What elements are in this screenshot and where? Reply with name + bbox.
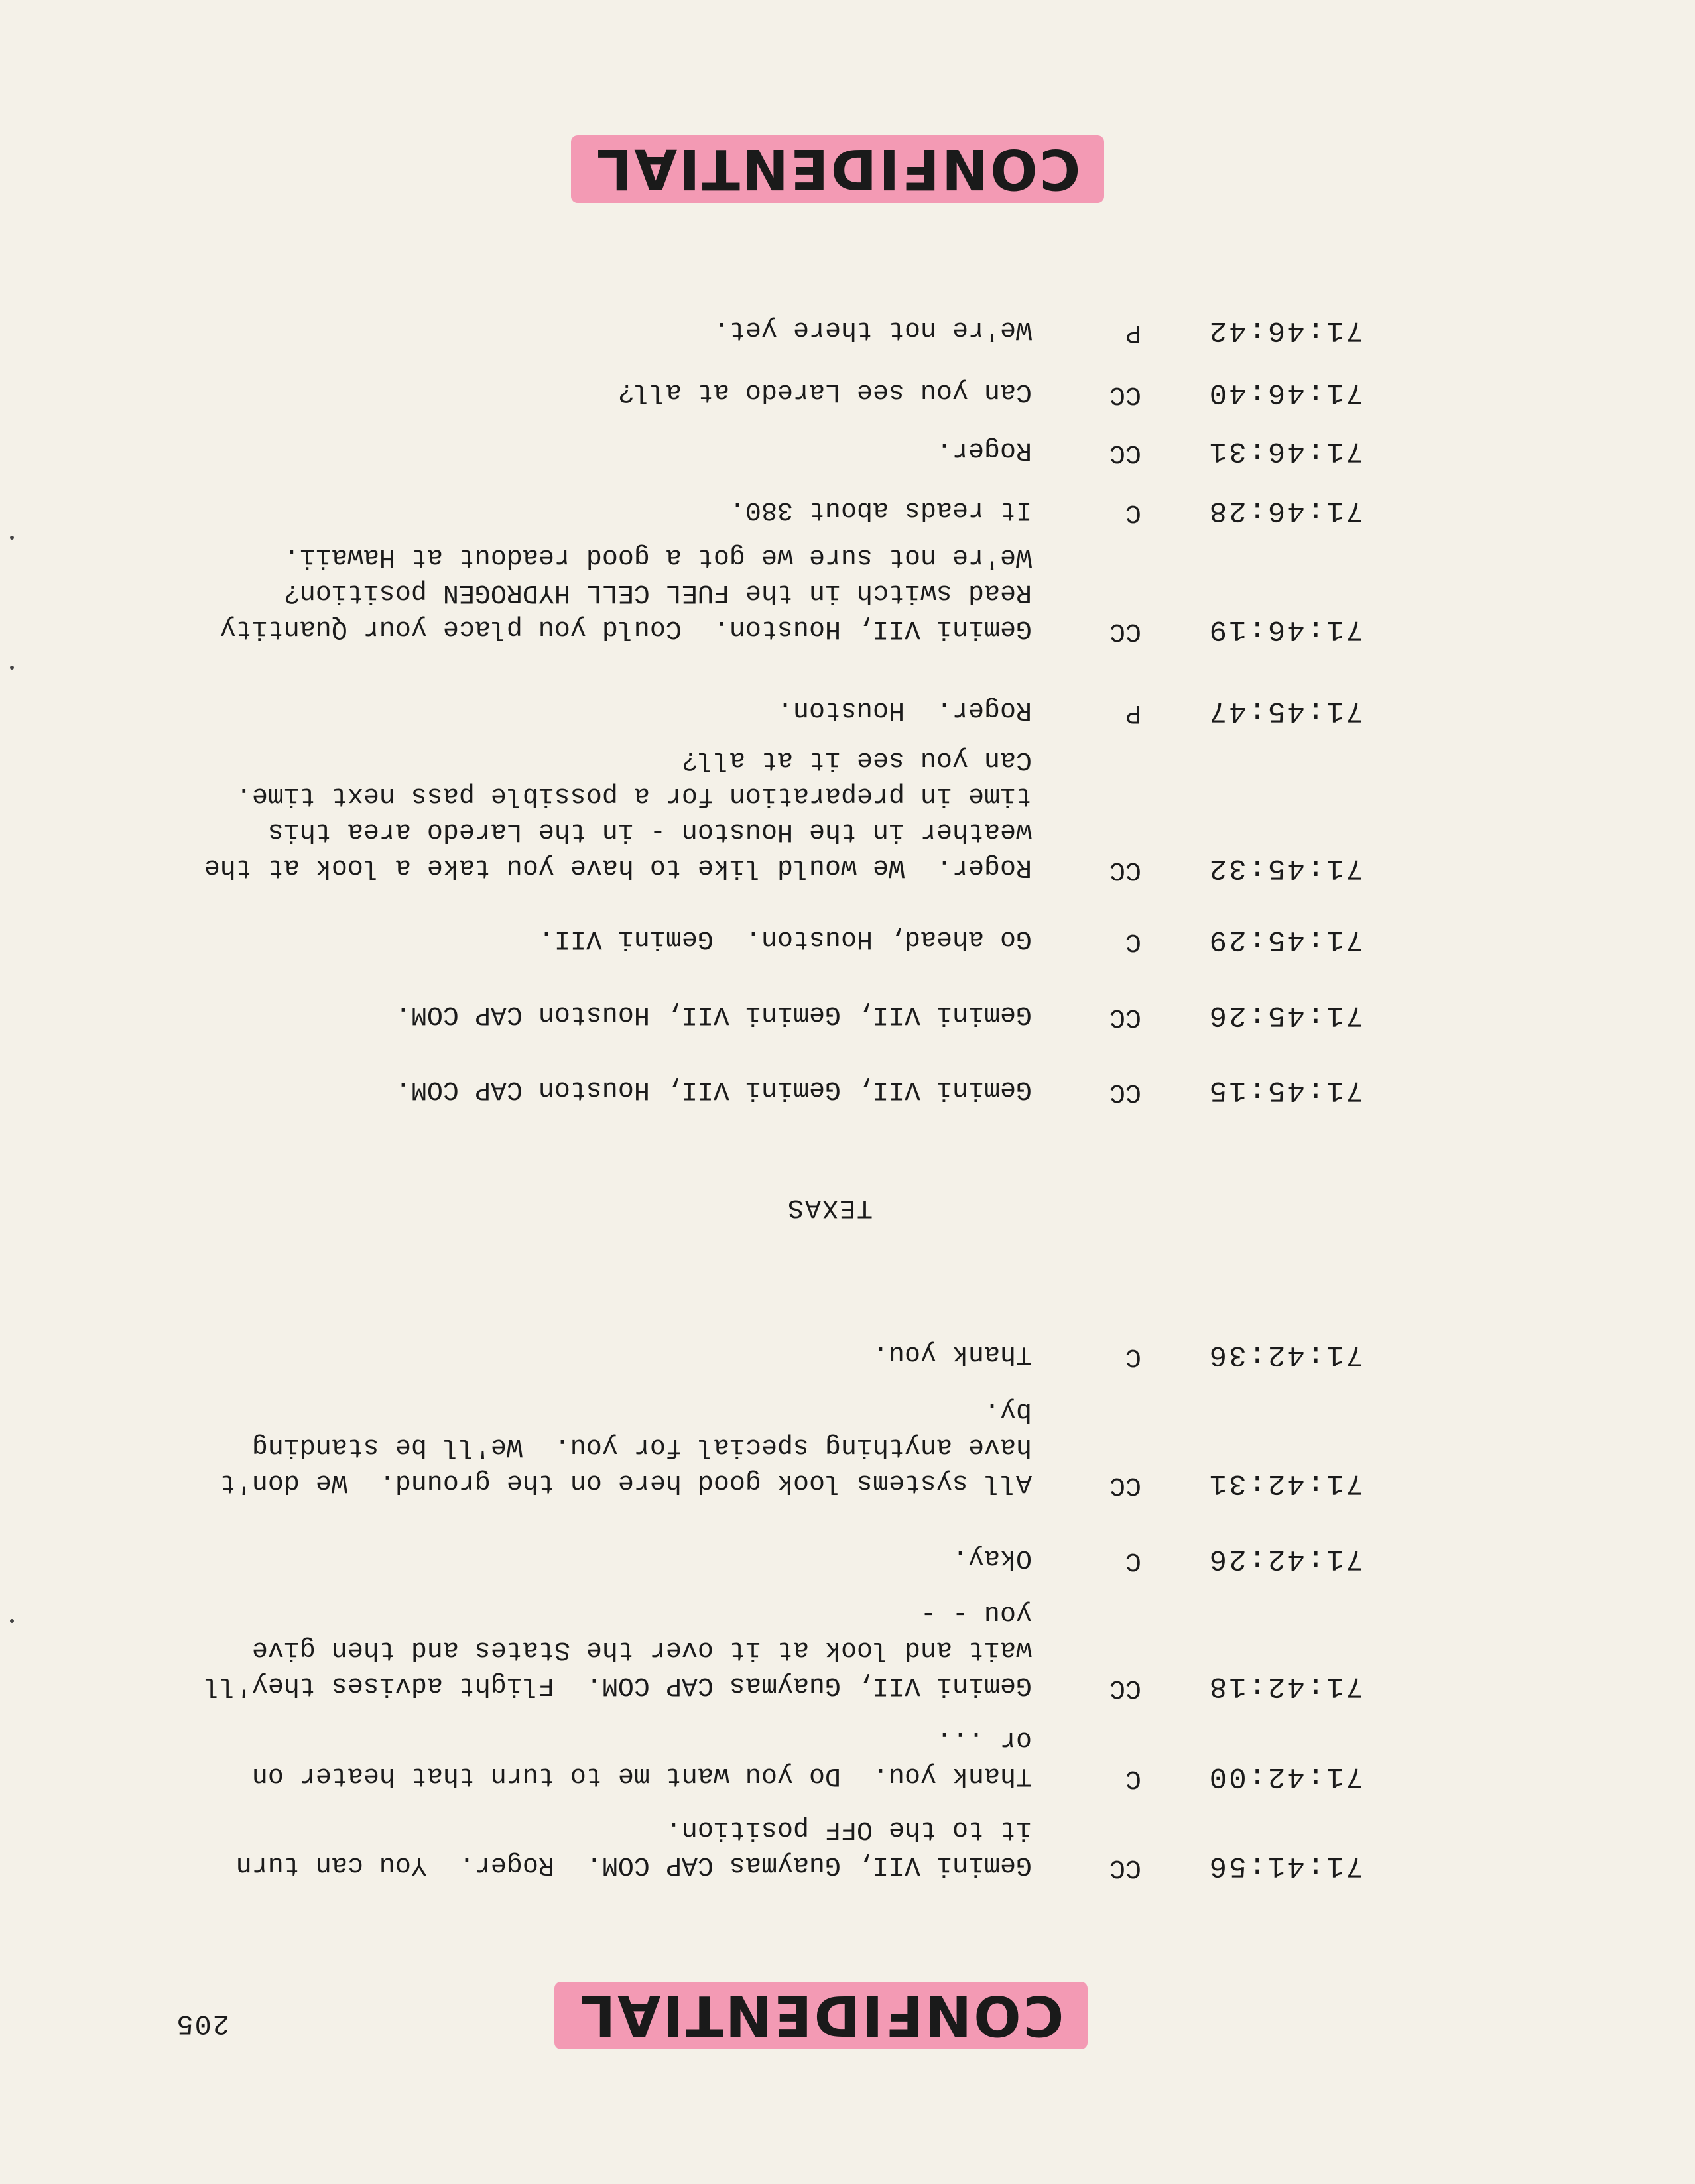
speaker-code: P [1125,317,1141,347]
timestamp: 71:46:31 [1207,434,1363,467]
speaker-code: CC [1109,855,1141,884]
speaker-code: CC [1109,1077,1141,1107]
utterance: Roger. Houston. [777,695,1032,725]
timestamp: 71:45:47 [1207,694,1363,727]
timestamp: 71:45:26 [1207,999,1363,1032]
utterance: Okay. [952,1543,1032,1573]
timestamp: 71:45:29 [1207,923,1363,956]
timestamp: 71:45:15 [1207,1073,1363,1107]
timestamp: 71:42:00 [1207,1760,1363,1793]
speaker-code: CC [1109,1470,1141,1500]
utterance: Thank you. Do you want me to turn that heater on or ... [251,1725,1032,1790]
timestamp: 71:46:42 [1207,314,1363,347]
utterance: We're not there yet. [713,314,1032,344]
timestamp: 71:46:19 [1207,613,1363,646]
speaker-code: C [1125,497,1141,527]
timestamp: 71:41:56 [1207,1849,1363,1882]
utterance: Roger. [936,435,1032,465]
timestamp: 71:42:31 [1207,1467,1363,1500]
timestamp: 71:42:36 [1207,1338,1363,1371]
speaker-code: C [1125,926,1141,956]
speaker-code: C [1125,1763,1141,1793]
utterance: Gemini VII, Gemini VII, Houston CAP COM. [395,1074,1032,1104]
timestamp: 71:42:18 [1207,1669,1363,1703]
utterance: Roger. We would like to have you take a look at the weather in the Houston - in the Laredo area this time in preparation for a possible pass next time. Can you see it at all? [204,745,1032,882]
utterance: Gemini VII, Guaymas CAP COM. Flight advises they'll wait and look at it over the States and then give you - - [204,1599,1032,1700]
speaker-code: C [1125,1341,1141,1371]
timestamp: 71:46:40 [1207,376,1363,409]
speaker-code: CC [1109,616,1141,646]
margin-dot [10,536,14,540]
page-number: 205 [175,2008,229,2039]
confidential-stamp-top-label: CONFIDENTIAL [554,1982,1088,2049]
utterance: It reads about 380. [729,495,1032,524]
margin-dot [10,1619,14,1623]
timestamp: 71:42:26 [1207,1542,1363,1575]
confidential-stamp-top [0,1982,1695,2049]
speaker-code: CC [1109,1002,1141,1032]
margin-dot [10,666,14,670]
utterance: Gemini VII, Guaymas CAP COM. Roger. You can turn it to the OFF position. [235,1814,1032,1880]
confidential-stamp-bottom-label: CONFIDENTIAL [571,135,1105,203]
section-heading: TEXAS [786,1192,873,1222]
utterance: Go ahead, Houston. Gemini VII. [538,924,1032,953]
speaker-code: P [1125,698,1141,727]
speaker-code: CC [1109,379,1141,409]
speaker-code: C [1125,1546,1141,1575]
utterance: Gemini VII, Gemini VII, Houston CAP COM. [395,999,1032,1029]
utterance: Thank you. [872,1339,1032,1368]
timestamp: 71:45:32 [1207,851,1363,884]
timestamp: 71:46:28 [1207,494,1363,527]
utterance: All systems look good here on the ground. We don't have anything special for you. We'll be standing by. [220,1396,1032,1497]
speaker-code: CC [1109,1673,1141,1703]
speaker-code: CC [1109,438,1141,467]
utterance: Can you see Laredo at all? [617,377,1032,406]
confidential-stamp-bottom [0,135,1695,203]
utterance: Gemini VII, Houston. Could you place your Quantity Read switch in the FUEL CELL HYDROGEN position? We're not sure we got a good readout at Hawaii. [220,542,1032,643]
speaker-code: CC [1109,1852,1141,1882]
